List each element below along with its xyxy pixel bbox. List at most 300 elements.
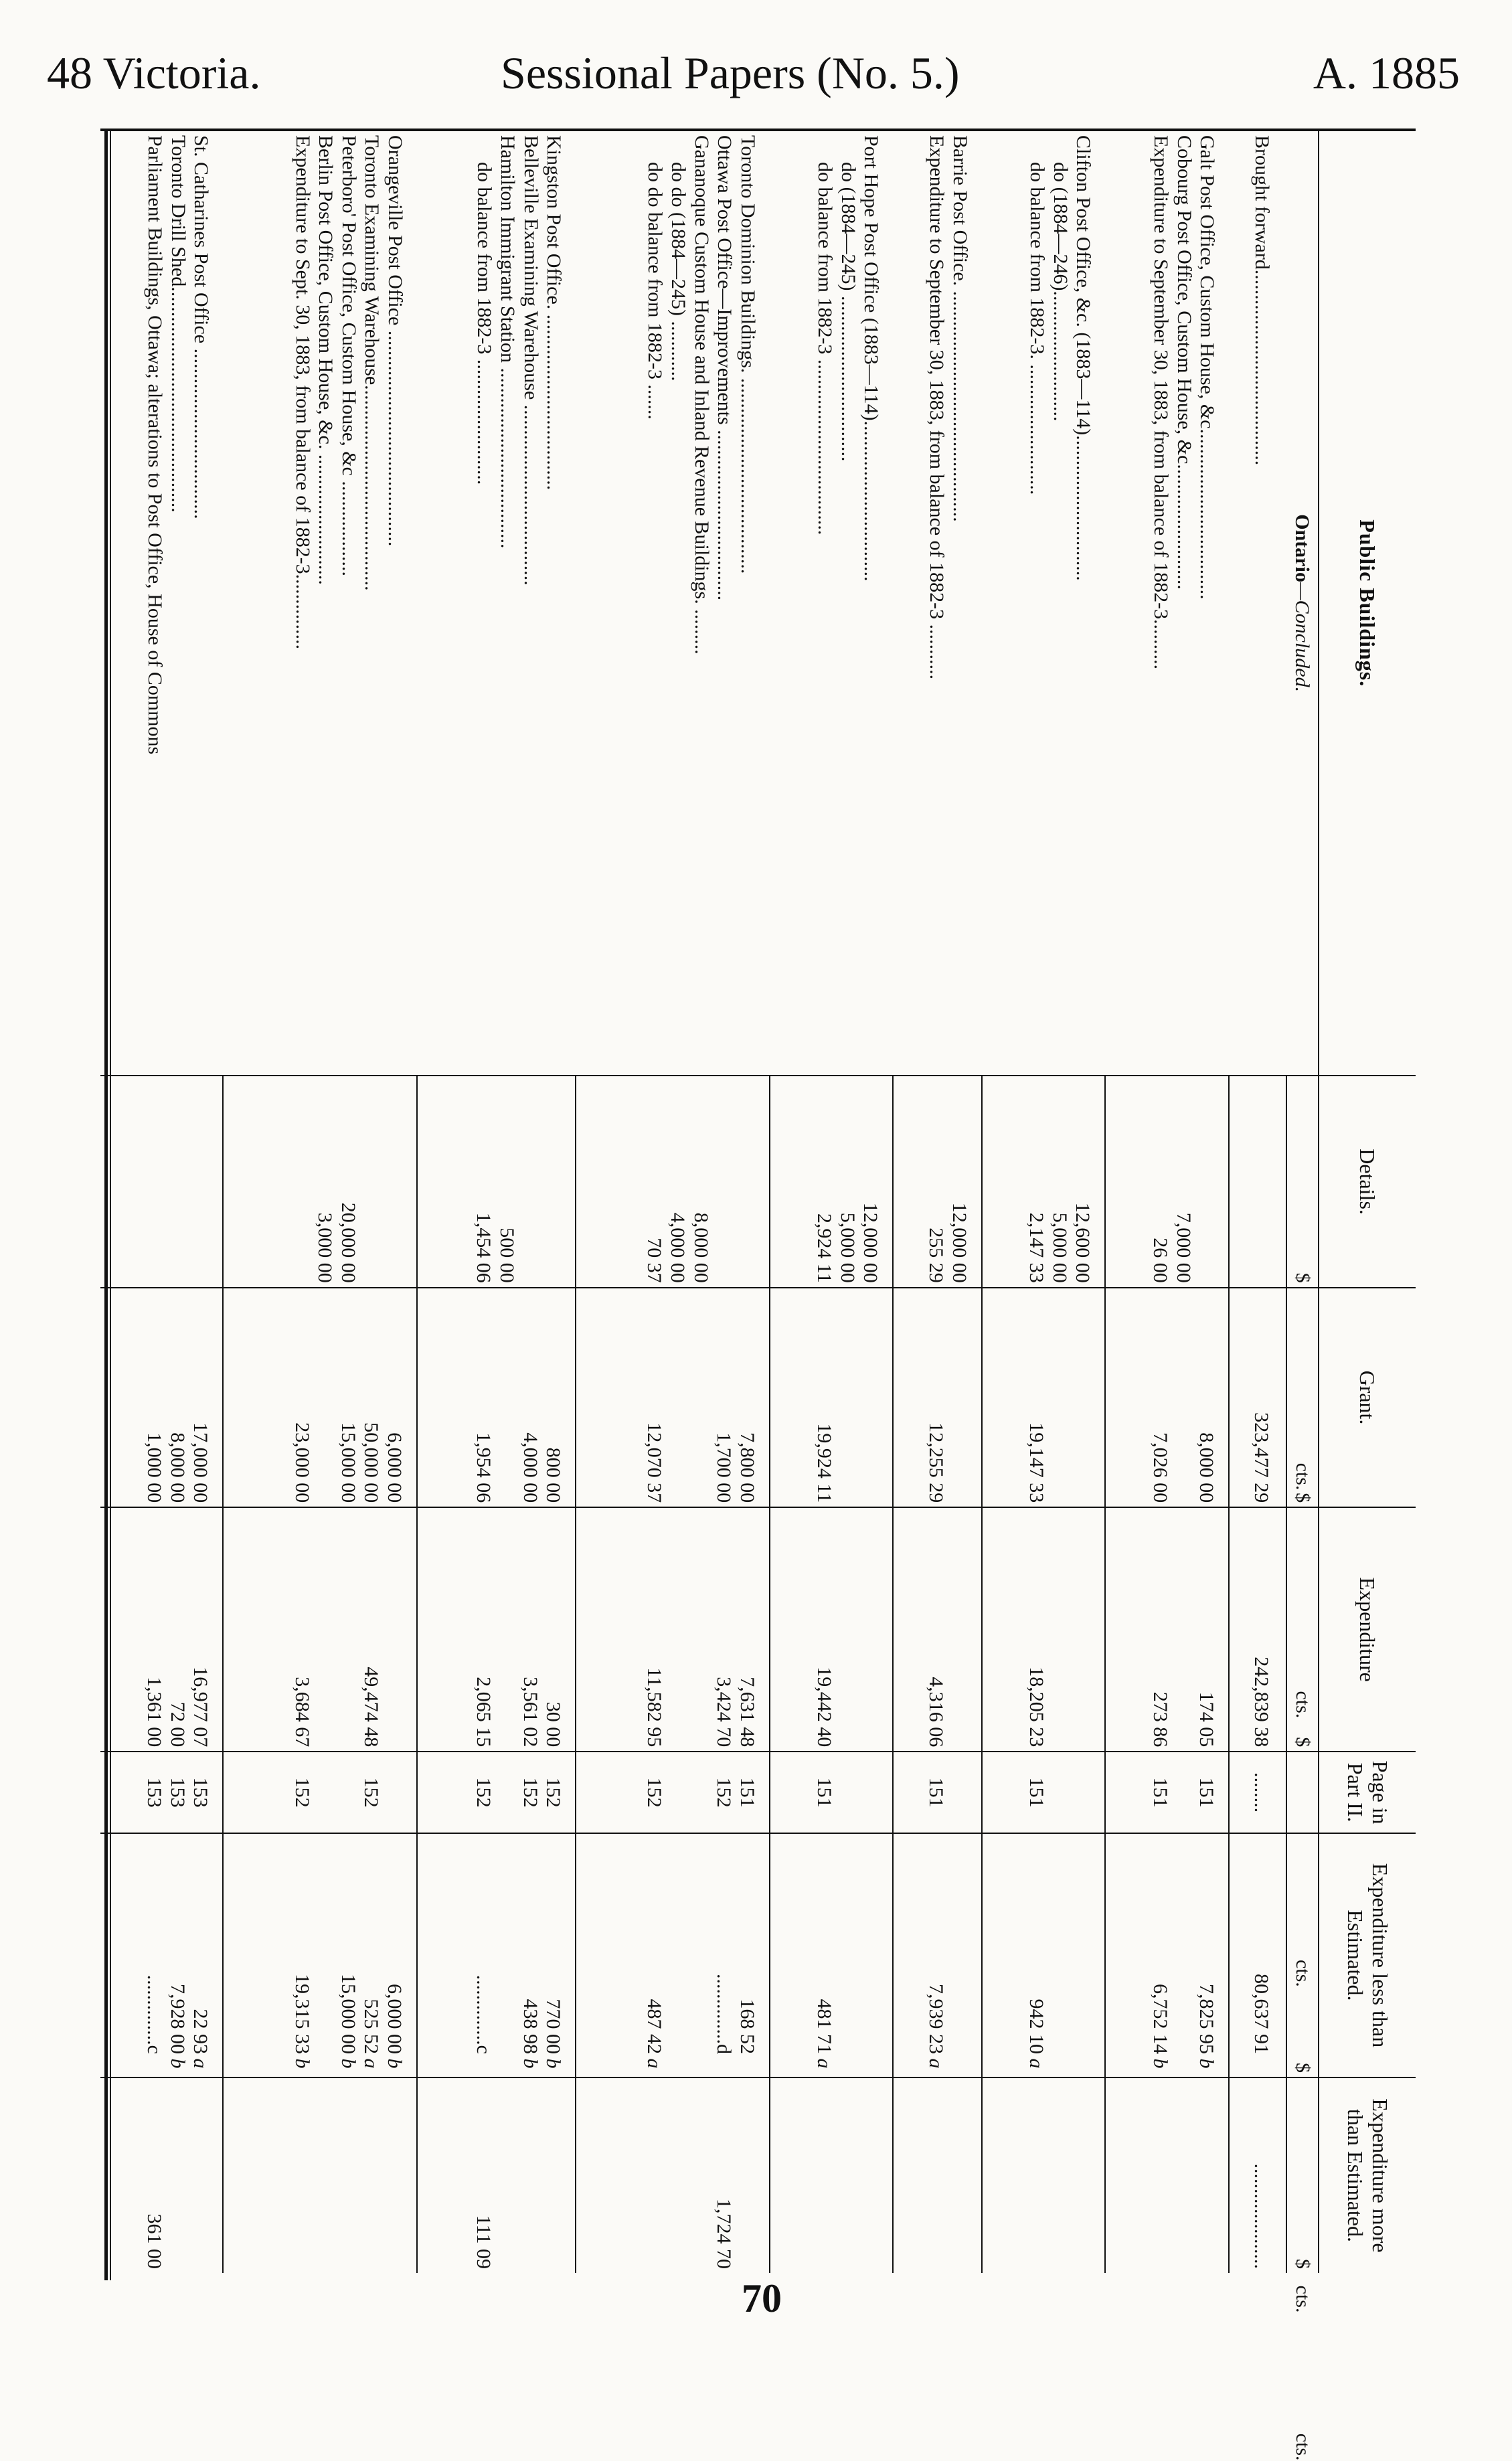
line-details	[947, 1080, 971, 1282]
value-details: 2,147 33	[1025, 1212, 1048, 1283]
value-description: Galt Post Office, Custom House, &c..................................	[1196, 135, 1219, 600]
value-expenditure: 1,361 00	[143, 1677, 166, 1748]
value-less: 942 10	[1025, 1999, 1048, 2054]
value-less: 481 71	[813, 1999, 836, 2054]
cell-expenditure	[100, 1507, 223, 1752]
note-flag: a	[925, 2058, 948, 2069]
line-more	[835, 2082, 859, 2269]
line-description	[925, 135, 948, 1071]
line-details	[313, 1080, 337, 1282]
value-description: Clifton Post Office, &c. (1883—114).............................	[1072, 135, 1095, 581]
line-expenditure	[382, 1512, 406, 1747]
value-less: 7,928 00	[166, 1983, 189, 2054]
line-details	[165, 1080, 189, 1282]
line-details	[1025, 1080, 1048, 1282]
section-title	[1286, 131, 1319, 1076]
unit-dollar: $	[1292, 2259, 1314, 2269]
value-expenditure: 16,977 07	[189, 1667, 212, 1748]
cell-less	[417, 1833, 576, 2077]
value-grant: 6,000 00	[383, 1432, 406, 1503]
value-less: 22 93	[189, 2009, 212, 2054]
value-description: Expenditure to Sept. 30, 1883, from balance of 1882-3...............	[291, 135, 314, 650]
value-details: 20,000 00	[337, 1202, 359, 1283]
line-page	[1171, 1756, 1195, 1829]
line-description	[1172, 135, 1195, 1071]
line-more	[665, 2082, 689, 2269]
cell-expenditure	[576, 1507, 770, 1752]
value-page: 152	[290, 1777, 313, 1808]
cell-details	[982, 1076, 1106, 1287]
value-description: Berlin Post Office, Custom House, &c. ..........................	[315, 135, 337, 585]
value-grant: 4,000 00	[519, 1432, 541, 1503]
value-page: 151	[736, 1777, 758, 1808]
value-less: ..............d	[713, 1973, 736, 2054]
value-description: Parliament Buildings, Ottawa; alterations to Post Office, House of Commons	[144, 135, 167, 755]
cell-grant	[894, 1288, 982, 1508]
value-grant: 8,000 00	[1195, 1432, 1218, 1503]
line-more	[189, 2082, 212, 2269]
value-expenditure: 18,205 23	[1025, 1667, 1048, 1748]
cell-description	[100, 131, 223, 1076]
note-flag: a	[189, 2058, 212, 2069]
line-description	[813, 135, 837, 1071]
table-row	[1105, 131, 1229, 2273]
line-page	[495, 1756, 518, 1829]
units-grant	[1286, 1288, 1319, 1719]
line-page	[712, 1756, 736, 1829]
line-page	[359, 1756, 383, 1829]
line-less	[689, 1838, 712, 2073]
line-more	[143, 2082, 166, 2269]
line-expenditure	[859, 1512, 882, 1747]
col-details: Details.	[1319, 1076, 1416, 1287]
cell-less	[1105, 1833, 1229, 2077]
line-details	[665, 1080, 689, 1282]
line-grant	[290, 1292, 313, 1503]
line-less	[735, 1838, 758, 2073]
cell-more	[982, 2077, 1106, 2273]
value-details: 12,000 00	[859, 1202, 882, 1283]
cell-details	[576, 1076, 770, 1287]
note-flag: a	[1025, 2058, 1048, 2069]
cell-grant	[100, 1288, 223, 1508]
line-details	[735, 1080, 758, 1282]
line-page	[313, 1756, 337, 1829]
line-expenditure	[735, 1512, 758, 1747]
line-page	[1195, 1756, 1218, 1829]
line-more	[712, 2082, 736, 2269]
line-description	[666, 135, 689, 1071]
value-details: 3,000 00	[314, 1212, 337, 1283]
note-flag: a	[813, 2058, 836, 2069]
line-more	[290, 2082, 313, 2269]
line-more	[359, 2082, 383, 2269]
line-more	[1071, 2082, 1094, 2269]
table-row	[417, 131, 576, 2273]
cell-more	[1229, 2077, 1286, 2273]
note-flag: b	[542, 2058, 565, 2069]
line-grant	[712, 1292, 736, 1503]
line-less	[336, 1838, 359, 2073]
header-session: 48 Victoria.	[47, 48, 261, 98]
value-details: 8,000 00	[689, 1212, 712, 1283]
line-description	[360, 135, 384, 1071]
line-expenditure	[165, 1512, 189, 1747]
line-less	[643, 1838, 666, 2073]
value-expenditure: 49,474 48	[360, 1667, 383, 1748]
line-expenditure	[1047, 1512, 1071, 1747]
unit-cents: cts.	[1292, 1462, 1314, 1491]
line-expenditure	[336, 1512, 359, 1747]
line-less	[313, 1838, 337, 2073]
value-description: Gananoque Custom House and Inland Revenue Buildings. .........	[690, 135, 713, 655]
cell-description	[576, 131, 770, 1076]
cell-less	[223, 1833, 417, 2077]
note-flag: b	[1149, 2058, 1171, 2069]
value-less: 15,000 00	[337, 1973, 359, 2054]
line-more	[382, 2082, 406, 2269]
cell-more	[417, 2077, 576, 2273]
line-description	[337, 135, 360, 1071]
line-less	[165, 1838, 189, 2073]
value-grant: 19,924 11	[813, 1423, 836, 1503]
running-header	[40, 47, 1472, 114]
line-page	[859, 1756, 882, 1829]
value-grant: 15,000 00	[337, 1422, 359, 1503]
value-details: 500 00	[495, 1227, 518, 1283]
line-expenditure	[665, 1512, 689, 1747]
value-expenditure: 30 00	[542, 1701, 565, 1748]
line-page	[189, 1756, 212, 1829]
value-grant: 23,000 00	[290, 1422, 313, 1503]
value-less: 525 52	[360, 1999, 383, 2054]
line-less	[859, 1838, 882, 2073]
cell-page	[894, 1752, 982, 1833]
line-less	[1148, 1838, 1171, 2073]
line-grant	[143, 1292, 166, 1503]
value-description: Cobourg Post Office, Custom House, &c.........................	[1173, 135, 1195, 590]
line-description	[859, 135, 883, 1071]
line-less	[665, 1838, 689, 2073]
value-grant: 7,800 00	[736, 1432, 758, 1503]
line-less	[1025, 1838, 1048, 2073]
line-less	[712, 1838, 736, 2073]
line-expenditure	[835, 1512, 859, 1747]
cell-details	[1105, 1076, 1229, 1287]
units-details	[1286, 1076, 1319, 1491]
value-page: 152	[473, 1777, 495, 1808]
line-less	[947, 1838, 971, 2073]
line-expenditure	[1071, 1512, 1094, 1747]
line-description	[1048, 135, 1072, 1071]
line-more	[518, 2082, 541, 2269]
line-less	[472, 1838, 495, 2073]
unit-dollar: $	[1292, 1272, 1314, 1283]
cell-page	[982, 1752, 1106, 1833]
value-description: do (1884—246)..........................	[1049, 162, 1072, 422]
line-more	[735, 2082, 758, 2269]
value-expenditure: 72 00	[166, 1701, 189, 1748]
col-expenditure: Expenditure	[1319, 1507, 1416, 1752]
value-page: 151	[925, 1777, 948, 1808]
value-page: 151	[813, 1777, 836, 1808]
cell-expenditure	[1229, 1507, 1286, 1752]
value-grant: 8,000 00	[166, 1432, 189, 1503]
value-grant: 323,477 29	[1250, 1412, 1272, 1503]
line-more	[859, 2082, 882, 2269]
table-row	[1229, 131, 1286, 2273]
line-description	[836, 135, 859, 1071]
cell-less	[576, 1833, 770, 2077]
line-details	[712, 1080, 736, 1282]
line-details	[495, 1080, 518, 1282]
value-details: 5,000 00	[1048, 1212, 1071, 1283]
value-less: 80,637 91	[1250, 1973, 1272, 2054]
line-details	[382, 1080, 406, 1282]
value-expenditure: 174 05	[1195, 1691, 1218, 1748]
cell-details	[1229, 1076, 1286, 1287]
line-expenditure	[1025, 1512, 1048, 1747]
table-body	[100, 131, 1319, 2461]
value-page: 153	[143, 1777, 166, 1808]
value-less: ..............c	[473, 1974, 495, 2054]
value-description: Ottawa Post Office—Improvements ..................................	[713, 135, 736, 601]
line-page	[1025, 1756, 1048, 1829]
line-details	[143, 1080, 166, 1282]
cell-more	[576, 2077, 770, 2273]
header-year: A. 1885	[1313, 48, 1460, 98]
line-details	[924, 1080, 948, 1282]
section-name: Ontario	[1291, 514, 1314, 582]
line-description	[1149, 135, 1172, 1071]
cell-description	[1229, 131, 1286, 1076]
table-header-row	[1319, 131, 1416, 2273]
line-expenditure	[290, 1512, 313, 1747]
line-description	[542, 135, 566, 1071]
line-page	[165, 1756, 189, 1829]
unit-cents: cts.	[1292, 2433, 1314, 2461]
value-description: Expenditure to September 30, 1883, from balance of 1882-3 ...........	[926, 135, 948, 680]
line-grant	[382, 1292, 406, 1503]
cell-expenditure	[770, 1507, 894, 1752]
line-description	[166, 135, 189, 1071]
line-details	[1195, 1080, 1218, 1282]
value-details: 12,600 00	[1072, 1202, 1094, 1283]
line-details	[359, 1080, 383, 1282]
cell-details	[100, 1076, 223, 1287]
line-grant	[1071, 1292, 1094, 1503]
line-details	[290, 1080, 313, 1282]
line-grant	[689, 1292, 712, 1503]
line-more	[1047, 2082, 1071, 2269]
line-description	[143, 135, 167, 1071]
units-less	[1286, 1833, 1319, 2313]
line-grant	[1047, 1292, 1071, 1503]
cell-grant	[417, 1288, 576, 1508]
line-page	[143, 1756, 166, 1829]
line-page	[735, 1756, 758, 1829]
line-description	[736, 135, 759, 1071]
line-page	[1047, 1756, 1071, 1829]
value-expenditure: 3,561 02	[519, 1677, 541, 1748]
value-details: 2,924 11	[813, 1213, 836, 1283]
line-page	[382, 1756, 406, 1829]
line-grant	[495, 1292, 518, 1503]
cell-expenditure	[982, 1507, 1106, 1752]
line-expenditure	[712, 1512, 736, 1747]
cell-details	[894, 1076, 982, 1287]
line-description	[189, 135, 213, 1071]
line-grant	[336, 1292, 359, 1503]
value-description: St. Catharines Post Office ..................................	[190, 135, 213, 519]
line-description	[519, 135, 542, 1071]
line-less	[359, 1838, 383, 2073]
cell-less	[100, 1833, 223, 2077]
unit-cents: cts.	[1292, 1691, 1314, 1719]
value-less: 770 00	[542, 1999, 565, 2054]
value-more: 1,724 70	[713, 2199, 736, 2269]
line-less	[382, 1838, 406, 2073]
line-expenditure	[359, 1512, 383, 1747]
line-page	[665, 1756, 689, 1829]
cell-more	[223, 2077, 417, 2273]
value-details: 255 29	[925, 1227, 948, 1283]
value-less: 168 52	[736, 1999, 758, 2054]
line-grant	[813, 1292, 836, 1503]
value-description: do balance from 1882-3 .........................	[473, 162, 496, 485]
col-page: Page in Part II.	[1319, 1752, 1416, 1833]
line-expenditure	[1195, 1512, 1218, 1747]
value-less: 19,315 33	[290, 1973, 313, 2054]
line-page	[1249, 1756, 1272, 1829]
cell-expenditure	[894, 1507, 982, 1752]
value-page: ........	[1250, 1772, 1272, 1813]
line-less	[290, 1838, 313, 2073]
cell-details	[223, 1076, 417, 1287]
line-more	[1025, 2082, 1048, 2269]
line-less	[813, 1838, 836, 2073]
value-grant: 50,000 00	[360, 1422, 383, 1503]
value-details: 4,000 00	[667, 1212, 689, 1283]
line-page	[835, 1756, 859, 1829]
line-details	[643, 1080, 666, 1282]
line-grant	[1171, 1292, 1195, 1503]
note-flag: b	[383, 2058, 406, 2069]
value-page: 151	[1025, 1777, 1048, 1808]
line-less	[189, 1838, 212, 2073]
cell-page	[417, 1752, 576, 1833]
line-grant	[1148, 1292, 1171, 1503]
value-description: Brought forward.......................................	[1251, 135, 1273, 466]
value-details: 7,000 00	[1172, 1212, 1195, 1283]
col-description: Public Buildings.	[1319, 131, 1416, 1076]
line-more	[472, 2082, 495, 2269]
line-expenditure	[518, 1512, 541, 1747]
value-less: 7,939 23	[925, 1983, 948, 2054]
value-description: do do balance from 1882-3 .......	[644, 162, 667, 420]
value-description: Kingston Post Office. ...................................	[543, 135, 566, 491]
line-grant	[472, 1292, 495, 1503]
cell-page	[100, 1752, 223, 1833]
line-description	[643, 135, 667, 1071]
value-expenditure: 4,316 06	[925, 1677, 948, 1748]
value-less: 487 42	[643, 1999, 666, 2054]
cell-grant	[576, 1288, 770, 1508]
unit-dollar: $	[1292, 1493, 1314, 1503]
line-grant	[643, 1292, 666, 1503]
value-less: ..............c	[143, 1974, 166, 2054]
value-description: do do (1884—245) ............	[667, 162, 689, 381]
note-flag: b	[519, 2058, 541, 2069]
line-grant	[1025, 1292, 1048, 1503]
value-page: 153	[189, 1777, 212, 1808]
cell-grant	[223, 1288, 417, 1508]
line-more	[643, 2082, 666, 2269]
line-grant	[313, 1292, 337, 1503]
value-less: 6,752 14	[1149, 1983, 1171, 2054]
value-expenditure: 19,442 40	[813, 1667, 836, 1748]
line-more	[336, 2082, 359, 2269]
value-grant: 19,147 33	[1025, 1422, 1048, 1503]
line-page	[518, 1756, 541, 1829]
line-expenditure	[1171, 1512, 1195, 1747]
units-more	[1286, 2077, 1319, 2461]
value-grant: 17,000 00	[189, 1422, 212, 1503]
line-less	[924, 1838, 948, 2073]
line-expenditure	[1148, 1512, 1171, 1747]
cell-less	[982, 1833, 1106, 2077]
table-row	[982, 131, 1106, 2273]
value-description: do balance from 1882-3. ..........................	[1026, 162, 1049, 495]
line-page	[813, 1756, 836, 1829]
line-page	[947, 1756, 971, 1829]
cell-page	[770, 1752, 894, 1833]
line-description	[689, 135, 713, 1071]
cell-expenditure	[1105, 1507, 1229, 1752]
line-page	[643, 1756, 666, 1829]
line-more	[541, 2082, 565, 2269]
line-more	[1171, 2082, 1195, 2269]
line-details	[689, 1080, 712, 1282]
line-description	[314, 135, 337, 1071]
cell-description	[894, 131, 982, 1076]
note-flag: b	[166, 2058, 189, 2069]
line-details	[1071, 1080, 1094, 1282]
line-grant	[947, 1292, 971, 1503]
line-less	[541, 1838, 565, 2073]
value-details: 12,000 00	[948, 1202, 971, 1283]
line-less	[518, 1838, 541, 2073]
cell-description	[770, 131, 894, 1076]
line-expenditure	[143, 1512, 166, 1747]
line-details	[189, 1080, 212, 1282]
line-expenditure	[947, 1512, 971, 1747]
line-page	[1148, 1756, 1171, 1829]
note-flag: a	[360, 2058, 383, 2069]
line-expenditure	[924, 1512, 948, 1747]
line-more	[165, 2082, 189, 2269]
line-expenditure	[643, 1512, 666, 1747]
line-page	[689, 1756, 712, 1829]
line-grant	[1195, 1292, 1218, 1503]
line-less	[1047, 1838, 1071, 2073]
cell-page	[1229, 1752, 1286, 1833]
value-details: 26 00	[1149, 1238, 1171, 1283]
line-details	[1171, 1080, 1195, 1282]
line-description	[1025, 135, 1049, 1071]
cell-details	[770, 1076, 894, 1287]
line-page	[290, 1756, 313, 1829]
